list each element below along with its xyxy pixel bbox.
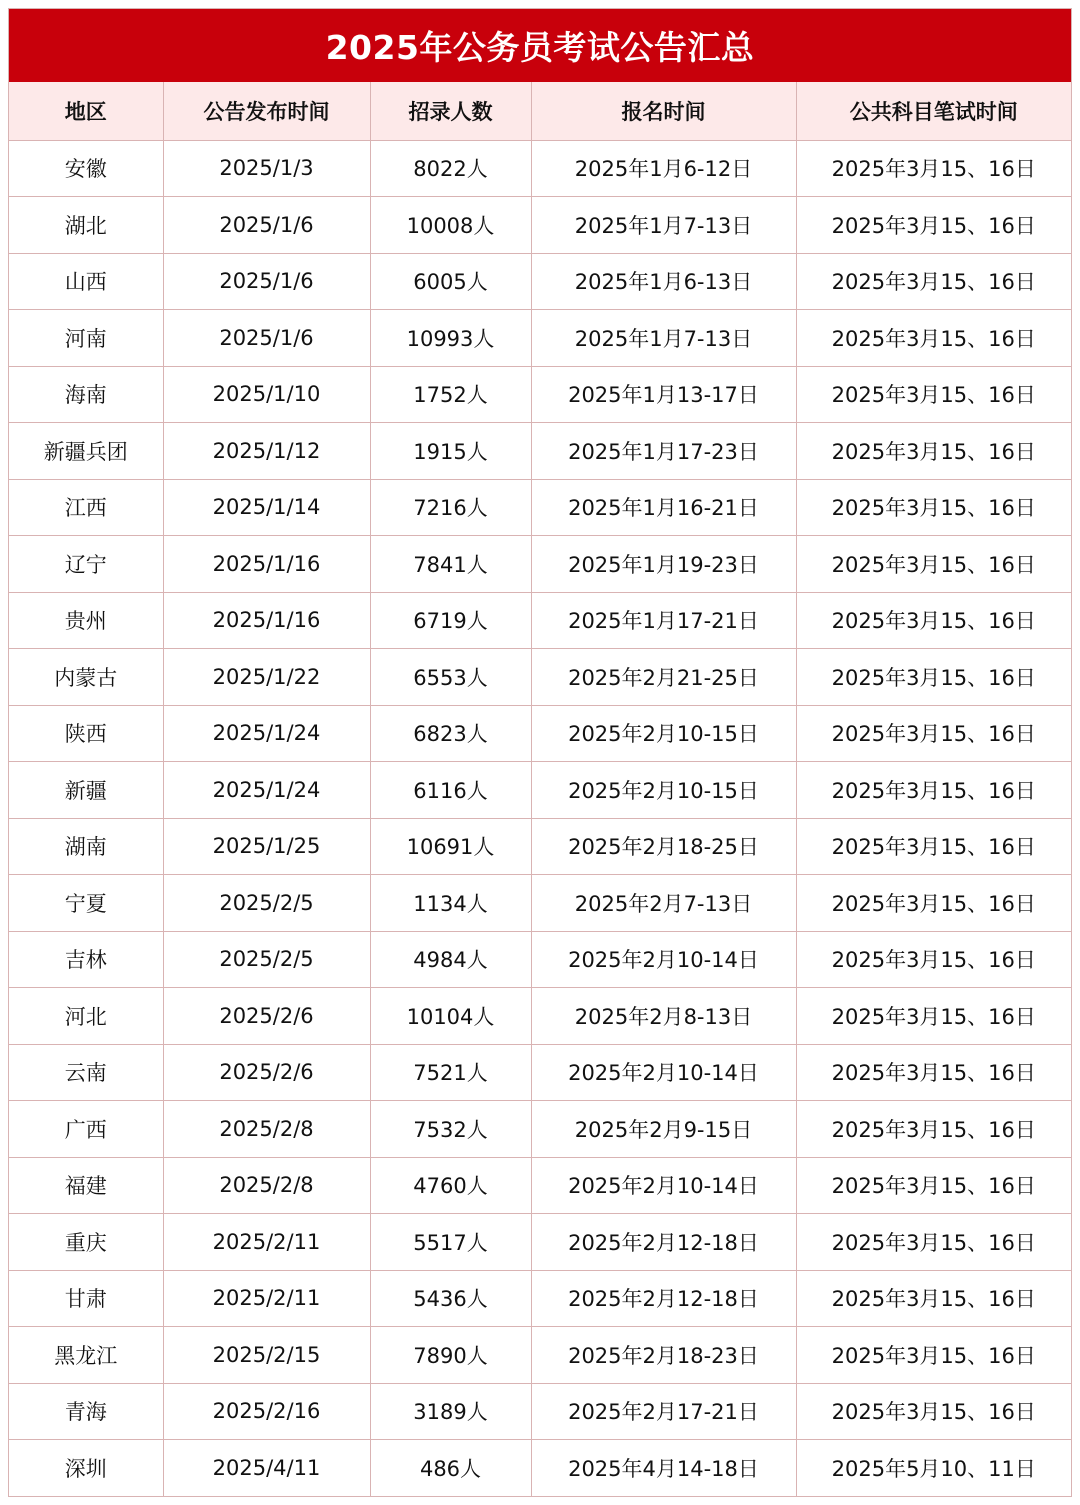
table-row xyxy=(9,818,1071,875)
cell-exam-date: 2025年3月15、16日 xyxy=(796,818,1071,875)
cell-recruit-count: 7890人 xyxy=(370,1327,531,1384)
cell-region: 山西 xyxy=(9,253,163,310)
cell-announce-date: 2025/2/15 xyxy=(163,1327,370,1384)
cell-recruit-count: 10104人 xyxy=(370,988,531,1045)
cell-registration-period: 2025年2月7-13日 xyxy=(531,875,796,932)
cell-region: 江西 xyxy=(9,479,163,536)
page-title: 2025年公务员考试公告汇总 xyxy=(9,9,1071,82)
cell-region: 青海 xyxy=(9,1383,163,1440)
cell-exam-date: 2025年3月15、16日 xyxy=(796,1157,1071,1214)
cell-registration-period: 2025年1月7-13日 xyxy=(531,310,796,367)
cell-region: 新疆兵团 xyxy=(9,423,163,480)
cell-region: 黑龙江 xyxy=(9,1327,163,1384)
cell-registration-period: 2025年2月10-14日 xyxy=(531,1044,796,1101)
table-row xyxy=(9,649,1071,706)
cell-announce-date: 2025/1/24 xyxy=(163,705,370,762)
cell-recruit-count: 5517人 xyxy=(370,1214,531,1271)
cell-recruit-count: 1752人 xyxy=(370,366,531,423)
cell-registration-period: 2025年4月14-18日 xyxy=(531,1440,796,1497)
cell-registration-period: 2025年2月12-18日 xyxy=(531,1270,796,1327)
cell-registration-period: 2025年2月17-21日 xyxy=(531,1383,796,1440)
cell-region: 宁夏 xyxy=(9,875,163,932)
cell-recruit-count: 1134人 xyxy=(370,875,531,932)
cell-registration-period: 2025年2月12-18日 xyxy=(531,1214,796,1271)
table-row xyxy=(9,988,1071,1045)
cell-announce-date: 2025/1/14 xyxy=(163,479,370,536)
cell-recruit-count: 7521人 xyxy=(370,1044,531,1101)
cell-recruit-count: 4984人 xyxy=(370,931,531,988)
cell-exam-date: 2025年3月15、16日 xyxy=(796,1101,1071,1158)
cell-registration-period: 2025年1月16-21日 xyxy=(531,479,796,536)
cell-announce-date: 2025/2/8 xyxy=(163,1101,370,1158)
cell-registration-period: 2025年2月10-14日 xyxy=(531,931,796,988)
cell-region: 新疆 xyxy=(9,762,163,819)
cell-announce-date: 2025/1/6 xyxy=(163,310,370,367)
cell-announce-date: 2025/1/22 xyxy=(163,649,370,706)
cell-exam-date: 2025年3月15、16日 xyxy=(796,197,1071,254)
cell-region: 云南 xyxy=(9,1044,163,1101)
cell-recruit-count: 1915人 xyxy=(370,423,531,480)
cell-registration-period: 2025年1月17-21日 xyxy=(531,592,796,649)
cell-exam-date: 2025年3月15、16日 xyxy=(796,1383,1071,1440)
cell-region: 河北 xyxy=(9,988,163,1045)
cell-registration-period: 2025年1月17-23日 xyxy=(531,423,796,480)
cell-registration-period: 2025年2月10-15日 xyxy=(531,705,796,762)
cell-recruit-count: 10993人 xyxy=(370,310,531,367)
cell-recruit-count: 4760人 xyxy=(370,1157,531,1214)
cell-announce-date: 2025/1/6 xyxy=(163,253,370,310)
column-header-recruit-count: 招录人数 xyxy=(370,82,531,140)
cell-region: 海南 xyxy=(9,366,163,423)
cell-registration-period: 2025年1月13-17日 xyxy=(531,366,796,423)
cell-region: 陕西 xyxy=(9,705,163,762)
cell-announce-date: 2025/2/6 xyxy=(163,1044,370,1101)
table-row xyxy=(9,931,1071,988)
cell-exam-date: 2025年3月15、16日 xyxy=(796,253,1071,310)
table-row xyxy=(9,762,1071,819)
table-row xyxy=(9,140,1071,197)
table-row xyxy=(9,875,1071,932)
cell-announce-date: 2025/2/11 xyxy=(163,1270,370,1327)
cell-region: 吉林 xyxy=(9,931,163,988)
table-header-row xyxy=(9,82,1071,140)
cell-announce-date: 2025/1/6 xyxy=(163,197,370,254)
cell-exam-date: 2025年3月15、16日 xyxy=(796,1214,1071,1271)
cell-announce-date: 2025/2/8 xyxy=(163,1157,370,1214)
cell-exam-date: 2025年3月15、16日 xyxy=(796,1327,1071,1384)
cell-announce-date: 2025/1/16 xyxy=(163,536,370,593)
cell-exam-date: 2025年3月15、16日 xyxy=(796,762,1071,819)
cell-exam-date: 2025年3月15、16日 xyxy=(796,423,1071,480)
table-row xyxy=(9,1440,1071,1497)
cell-announce-date: 2025/2/11 xyxy=(163,1214,370,1271)
cell-registration-period: 2025年2月21-25日 xyxy=(531,649,796,706)
cell-announce-date: 2025/1/3 xyxy=(163,140,370,197)
cell-region: 福建 xyxy=(9,1157,163,1214)
cell-registration-period: 2025年2月8-13日 xyxy=(531,988,796,1045)
cell-region: 辽宁 xyxy=(9,536,163,593)
cell-recruit-count: 7532人 xyxy=(370,1101,531,1158)
table-row xyxy=(9,705,1071,762)
cell-registration-period: 2025年1月6-12日 xyxy=(531,140,796,197)
cell-recruit-count: 6553人 xyxy=(370,649,531,706)
cell-region: 内蒙古 xyxy=(9,649,163,706)
cell-exam-date: 2025年3月15、16日 xyxy=(796,366,1071,423)
cell-announce-date: 2025/1/16 xyxy=(163,592,370,649)
table-row xyxy=(9,1214,1071,1271)
table-row xyxy=(9,536,1071,593)
column-header-registration-period: 报名时间 xyxy=(531,82,796,140)
cell-recruit-count: 6116人 xyxy=(370,762,531,819)
table-row xyxy=(9,310,1071,367)
cell-region: 重庆 xyxy=(9,1214,163,1271)
cell-announce-date: 2025/2/16 xyxy=(163,1383,370,1440)
cell-exam-date: 2025年5月10、11日 xyxy=(831,1457,1036,1481)
table-row xyxy=(9,197,1071,254)
cell-exam-date: 2025年3月15、16日 xyxy=(796,536,1071,593)
table-row xyxy=(9,592,1071,649)
cell-exam-date: 2025年3月15、16日 xyxy=(796,875,1071,932)
table-row xyxy=(9,1383,1071,1440)
table-row xyxy=(9,1044,1071,1101)
cell-recruit-count: 6005人 xyxy=(370,253,531,310)
cell-registration-period: 2025年2月9-15日 xyxy=(531,1101,796,1158)
cell-announce-date: 2025/1/25 xyxy=(163,818,370,875)
column-header-region: 地区 xyxy=(9,82,163,140)
table-body xyxy=(9,140,1071,1496)
cell-region: 深圳 xyxy=(9,1440,163,1497)
cell-announce-date: 2025/2/5 xyxy=(163,875,370,932)
cell-exam-date: 2025年3月15、16日 xyxy=(796,649,1071,706)
table-row xyxy=(9,366,1071,423)
cell-exam-date: 2025年3月15、16日 xyxy=(796,988,1071,1045)
cell-exam-date: 2025年3月15、16日 xyxy=(796,1270,1071,1327)
cell-announce-date: 2025/1/10 xyxy=(163,366,370,423)
cell-region: 贵州 xyxy=(9,592,163,649)
cell-exam-date: 2025年3月15、16日 xyxy=(796,931,1071,988)
cell-exam-date: 2025年3月15、16日 xyxy=(796,140,1071,197)
cell-region: 安徽 xyxy=(9,140,163,197)
cell-exam-date: 2025年3月15、16日 xyxy=(796,310,1071,367)
cell-announce-date: 2025/1/12 xyxy=(163,423,370,480)
cell-registration-period: 2025年1月6-13日 xyxy=(531,253,796,310)
table-row xyxy=(9,423,1071,480)
cell-registration-period: 2025年2月10-15日 xyxy=(531,762,796,819)
cell-recruit-count: 6719人 xyxy=(370,592,531,649)
cell-region: 广西 xyxy=(9,1101,163,1158)
cell-announce-date: 2025/4/11 xyxy=(163,1440,370,1497)
table-row xyxy=(9,1157,1071,1214)
table-row xyxy=(9,1327,1071,1384)
cell-recruit-count: 3189人 xyxy=(370,1383,531,1440)
cell-registration-period: 2025年2月18-25日 xyxy=(531,818,796,875)
cell-announce-date: 2025/1/24 xyxy=(163,762,370,819)
cell-region: 河南 xyxy=(9,310,163,367)
cell-recruit-count: 8022人 xyxy=(370,140,531,197)
cell-region: 甘肃 xyxy=(9,1270,163,1327)
cell-registration-period: 2025年2月10-14日 xyxy=(531,1157,796,1214)
table-row xyxy=(9,1101,1071,1158)
column-header-exam-date: 公共科目笔试时间 xyxy=(796,82,1071,140)
cell-recruit-count: 486人 xyxy=(370,1440,531,1497)
cell-announce-date: 2025/2/6 xyxy=(163,988,370,1045)
cell-registration-period: 2025年2月18-23日 xyxy=(531,1327,796,1384)
cell-exam-date: 2025年3月15、16日 xyxy=(796,705,1071,762)
announcement-table xyxy=(9,82,1071,1496)
table-row xyxy=(9,479,1071,536)
cell-exam-date: 2025年3月15、16日 xyxy=(796,1044,1071,1101)
cell-registration-period: 2025年1月7-13日 xyxy=(531,197,796,254)
cell-exam-date: 2025年3月15、16日 xyxy=(796,592,1071,649)
table-row xyxy=(9,253,1071,310)
cell-exam-date: 2025年3月15、16日 xyxy=(796,479,1071,536)
cell-registration-period: 2025年1月19-23日 xyxy=(531,536,796,593)
column-header-announce-date: 公告发布时间 xyxy=(163,82,370,140)
cell-recruit-count: 6823人 xyxy=(370,705,531,762)
table-row xyxy=(9,1270,1071,1327)
announcement-summary-sheet xyxy=(8,8,1072,1497)
cell-recruit-count: 5436人 xyxy=(370,1270,531,1327)
cell-region: 湖北 xyxy=(9,197,163,254)
cell-recruit-count: 10691人 xyxy=(370,818,531,875)
cell-announce-date: 2025/2/5 xyxy=(163,931,370,988)
cell-recruit-count: 7216人 xyxy=(370,479,531,536)
cell-recruit-count: 10008人 xyxy=(370,197,531,254)
cell-region: 湖南 xyxy=(9,818,163,875)
cell-recruit-count: 7841人 xyxy=(370,536,531,593)
